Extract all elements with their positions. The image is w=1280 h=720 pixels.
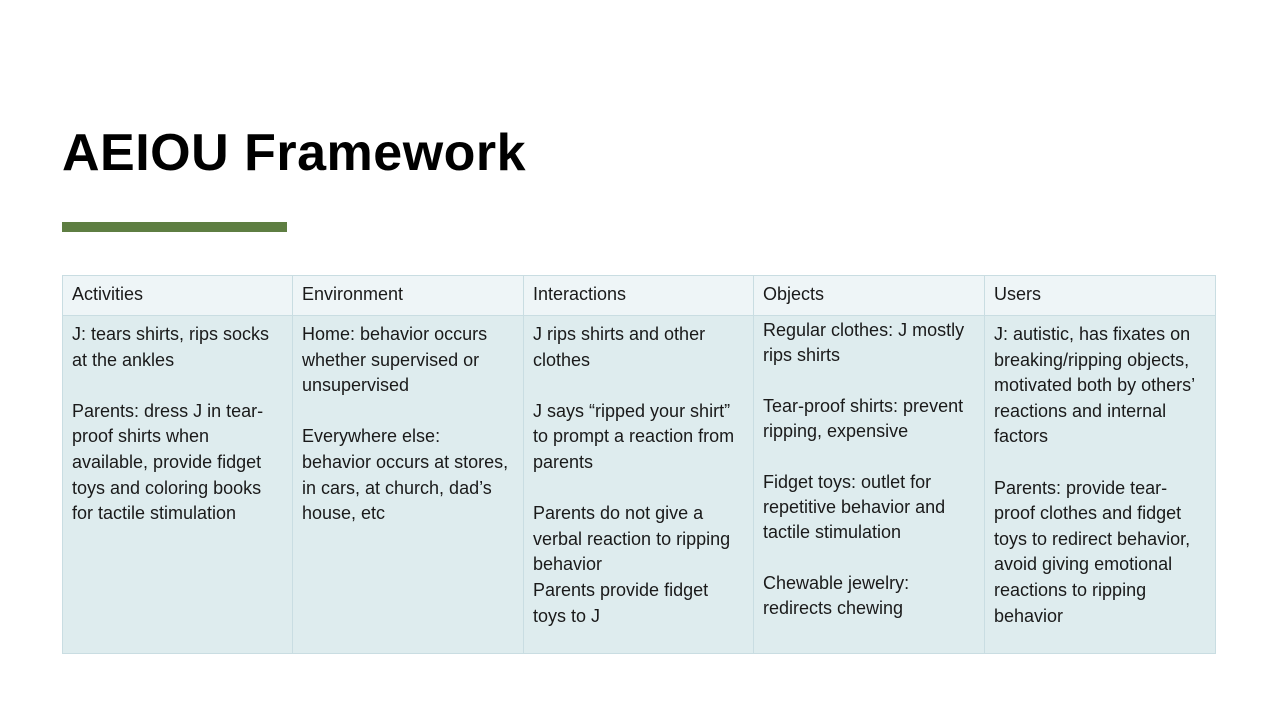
- entry-text: : behavior occurs whether supervised or unsupervised: [302, 324, 488, 396]
- slide-title: AEIOU Framework: [62, 124, 527, 182]
- entry-text: : outlet for repetitive behavior and tactile stimulation: [763, 472, 946, 543]
- cell-users: [985, 316, 1216, 654]
- entry-label: Parents: [72, 400, 135, 421]
- header-activities: Activities: [63, 276, 293, 316]
- objects-entry-fidget-toys: [763, 470, 975, 546]
- activities-entry-j: [72, 322, 283, 373]
- interactions-item: J rips shirts and other clothes: [533, 324, 706, 370]
- table-header-row: [63, 276, 1216, 316]
- objects-entry-tear-proof-shirts: [763, 394, 975, 444]
- users-entry-j: [994, 322, 1206, 450]
- entry-label: Chewable jewelry: [763, 573, 905, 594]
- table-row: [63, 316, 1216, 654]
- entry-text: : redirects chewing: [763, 573, 910, 619]
- entry-text: : autistic, has fixates on breaking/ripping objects, motivated both by others’ reactions and internal factors: [994, 324, 1195, 447]
- entry-label: J: [72, 324, 81, 344]
- aeiou-table: [62, 275, 1216, 654]
- entry-text: : J mostly rips shirts: [763, 320, 965, 366]
- entry-text: : tears shirts, rips socks at the ankles: [72, 324, 270, 370]
- objects-entry-regular-clothes: [763, 318, 975, 368]
- entry-text: : prevent ripping, expensive: [763, 396, 964, 442]
- entry-text: : dress J in tear-proof shirts when available, provide fidget toys and coloring books for tactile stimulation: [72, 400, 264, 524]
- environment-entry-everywhere-else: [302, 424, 514, 526]
- entry-label: Tear-proof shirts: [763, 396, 894, 416]
- entry-label: Parents: [994, 477, 1057, 498]
- entry-label: J: [994, 324, 1003, 344]
- entry-label: Everywhere else: [302, 426, 436, 447]
- header-users: Users: [985, 276, 1216, 316]
- interactions-item: Parents provide fidget toys to J: [533, 579, 709, 626]
- header-environment: Environment: [293, 276, 524, 316]
- objects-entry-chewable-jewelry: [763, 571, 975, 621]
- users-entry-parents: [994, 476, 1206, 630]
- title-accent-bar: [62, 222, 287, 232]
- cell-activities: [63, 316, 293, 654]
- header-objects: Objects: [754, 276, 985, 316]
- cell-objects: [754, 316, 985, 654]
- cell-interactions: [524, 316, 754, 654]
- environment-entry-home: [302, 322, 514, 399]
- header-interactions: Interactions: [524, 276, 754, 316]
- entry-text: : provide tear-proof clothes and fidget toys to redirect behavior, avoid giving emotional reactions to ripping behavior: [994, 477, 1191, 626]
- entry-label: Regular clothes: [763, 320, 889, 340]
- entry-text: : behavior occurs at stores, in cars, at church, dad’s house, etc: [302, 426, 509, 524]
- interactions-item: Parents do not give a verbal reaction to ripping behavior: [533, 503, 731, 575]
- entry-label: Fidget toys: [763, 472, 852, 492]
- activities-entry-parents: [72, 399, 283, 527]
- entry-label: Home: [302, 324, 351, 344]
- cell-environment: [293, 316, 524, 654]
- interactions-item: J says “ripped your shirt” to prompt a reaction from parents: [533, 400, 735, 472]
